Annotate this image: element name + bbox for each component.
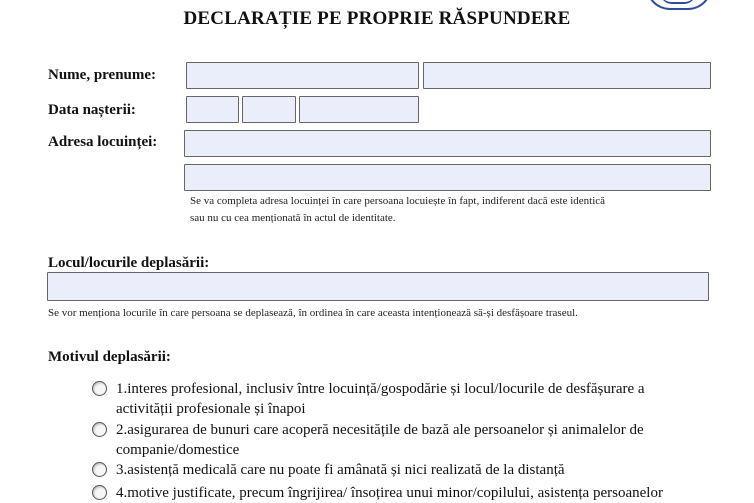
motive-label: Motivul deplasării: xyxy=(48,349,171,365)
travel-locations-note: Se vor menționa locurile în care persoana se deplasează, în ordinea în care aceasta intenționează să-și desfășoare traseul. xyxy=(48,307,578,319)
page-title: DECLARAȚIE PE PROPRIE RĂSPUNDERE xyxy=(183,8,571,29)
last-name-input[interactable] xyxy=(186,62,419,89)
motive-option-4-line1: 4.motive justificate, precum îngrijirea/ însoțirea unui minor/copilului, asistența persoanelor xyxy=(116,485,663,501)
motive-option-1-line2: activității profesionale și înapoi xyxy=(116,401,306,417)
radio-button[interactable] xyxy=(92,422,107,437)
birth-day-input[interactable] xyxy=(186,96,239,123)
address-note-line1: Se va completa adresa locuinței în care persoana locuiește în fapt, indiferent dacă este identică xyxy=(190,195,606,207)
address-input-line1[interactable] xyxy=(184,130,711,157)
radio-button[interactable] xyxy=(92,381,107,396)
address-input-line2[interactable] xyxy=(184,164,711,191)
motive-option-2-line1: 2.asigurarea de bunuri care acoperă necesitățile de bază ale persoanelor și animalelor de xyxy=(116,422,644,438)
motive-option-1-line1: 1.interes profesional, inclusiv între locuință/gospodărie și locul/locurile de desfășurare a xyxy=(116,381,645,397)
address-label: Adresa locuinței: xyxy=(48,134,158,150)
radio-button[interactable] xyxy=(92,462,107,477)
birth-year-input[interactable] xyxy=(299,96,419,123)
name-label: Nume, prenume: xyxy=(48,67,157,83)
first-name-input[interactable] xyxy=(423,62,711,89)
address-note-line2: sau nu cu cea menționată în actul de identitate. xyxy=(190,212,396,224)
birth-date-label: Data nașterii: xyxy=(48,102,136,118)
birth-month-input[interactable] xyxy=(242,96,296,123)
travel-locations-label: Locul/locurile deplasării: xyxy=(48,255,210,271)
motive-option-3-line1: 3.asistență medicală care nu poate fi amânată și nici realizată de la distanță xyxy=(116,462,565,478)
motive-option-2-line2: companie/domestice xyxy=(116,442,240,458)
travel-locations-input[interactable] xyxy=(47,272,709,301)
